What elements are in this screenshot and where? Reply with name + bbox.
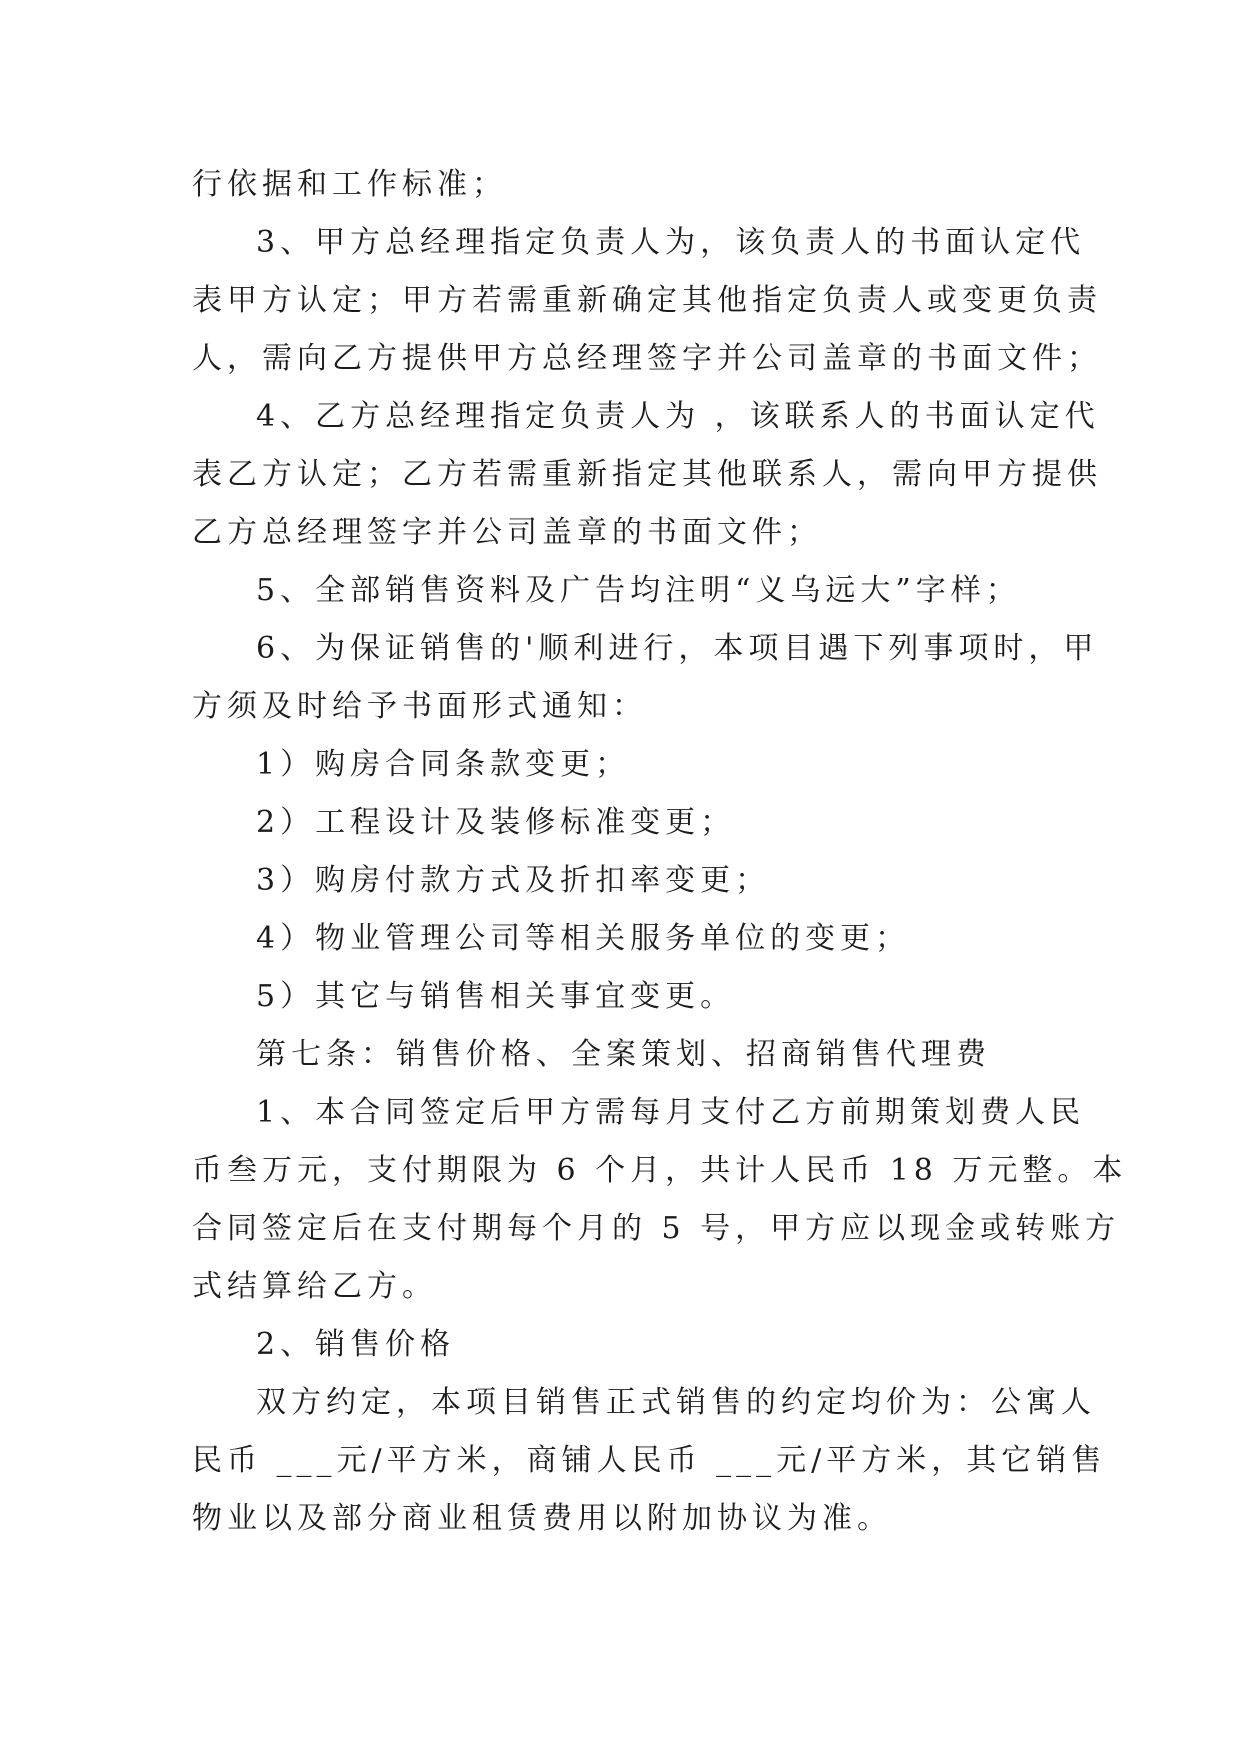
text-line: 6、为保证销售的'顺利进行，本项目遇下列事项时，甲 [256, 631, 1099, 666]
text-line: 式结算给乙方。 [192, 1269, 437, 1304]
text-line: 方须及时给予书面形式通知： [192, 689, 647, 724]
text-line: 乙方总经理签字并公司盖章的书面文件； [192, 515, 822, 550]
text-line: 1、本合同签定后甲方需每月支付乙方前期策划费人民 [256, 1095, 1086, 1130]
text-line: 表甲方认定；甲方若需重新确定其他指定负责人或变更负责 [192, 283, 1102, 318]
text-line: 币叁万元，支付期限为 6 个月，共计人民币 18 万元整。本 [192, 1153, 1128, 1188]
list-item: 2）工程设计及装修标准变更； [256, 805, 736, 840]
text-line: 人，需向乙方提供甲方总经理签字并公司盖章的书面文件； [192, 341, 1102, 376]
text-line: 3、甲方总经理指定负责人为，该负责人的书面认定代 [256, 225, 1086, 260]
subsection-heading: 2、销售价格 [256, 1327, 456, 1362]
text-line: 双方约定，本项目销售正式销售的约定均价为：公寓人 [256, 1385, 1096, 1420]
document-body [192, 156, 1128, 1548]
text-line: 行依据和工作标准； [192, 167, 507, 202]
text-line: 4、乙方总经理指定负责人为 ，该联系人的书面认定代 [256, 399, 1100, 434]
section-heading: 第七条：销售价格、全案策划、招商销售代理费 [256, 1037, 991, 1072]
list-item: 3）购房付款方式及折扣率变更； [256, 863, 771, 898]
text-line: 物业以及部分商业租赁费用以附加协议为准。 [192, 1501, 892, 1536]
text-line: 5、全部销售资料及广告均注明“义乌远大”字样； [256, 573, 1021, 608]
list-item: 1）购房合同条款变更； [256, 747, 631, 782]
text-line: 民币 ___元/平方米，商铺人民币 ___元/平方米，其它销售 [192, 1443, 1107, 1478]
text-line: 合同签定后在支付期每个月的 5 号，甲方应以现金或转账方 [192, 1211, 1121, 1246]
list-item: 4）物业管理公司等相关服务单位的变更； [256, 921, 911, 956]
text-line: 表乙方认定；乙方若需重新指定其他联系人，需向甲方提供 [192, 457, 1102, 492]
list-item: 5）其它与销售相关事宜变更。 [256, 979, 736, 1014]
